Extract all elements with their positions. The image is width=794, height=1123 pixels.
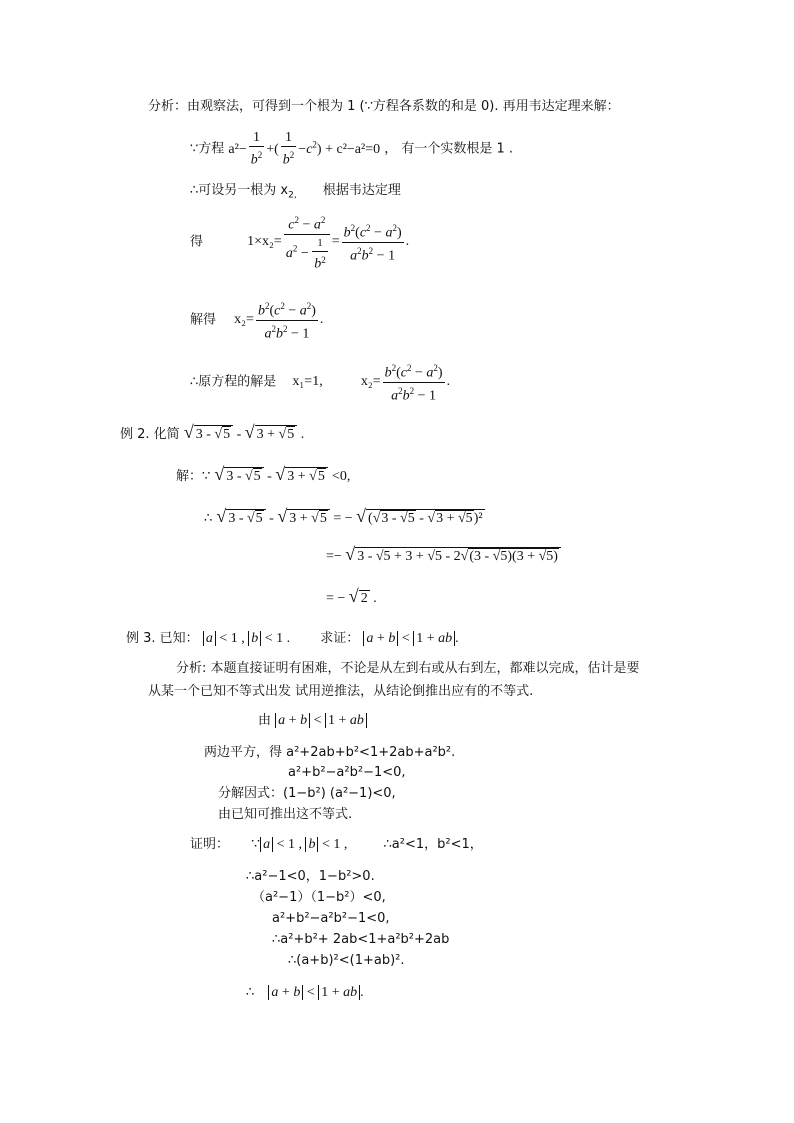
ex3-step3: 分解因式：(1−b²) (a²−1)<0, [218, 786, 396, 801]
ex1-vieta-line [190, 212, 409, 272]
ex1-equation-line [190, 130, 513, 170]
ex3-p5: ∴(a+b)²<(1+ab)². [288, 953, 405, 968]
ex1-equation: a²− $\frac{1}{b^2}$ +( $\frac{1}{b^2}$ $-c^2) + c^2-a^2=0$ [228, 130, 381, 168]
ex1-x2-final: x₂= $\frac{b^2(c^2 - a^2)}{a^2b^2 - 1}$ . [361, 374, 450, 389]
ex1-solve-line [190, 298, 323, 342]
ex3-proof-given: ∵ a < 1 , b < 1 , [251, 837, 348, 852]
ex2-step1 [204, 508, 485, 528]
ex3-p1: ∴a²−1<0，1−b²>0. [246, 869, 375, 884]
ex3-proof-tail: ∴a²<1，b²<1， [383, 837, 483, 852]
ex1-analysis: 分析：由观察法，可得到一个根为 1 (∵方程各系数的和是 0). 再用韦达定理来解： [148, 99, 620, 114]
ex3-step1: 两边平方，得 a²+2ab+b²<1+2ab+a²b². [204, 745, 456, 760]
ex2-sol-label: 解：∵ [176, 469, 211, 484]
ex2-lt0: <0, [331, 469, 351, 484]
ex1-x1: x₁=1, [292, 374, 323, 390]
ex2-sol-expr: √ 3 - √5 - √ 3 + √5 [214, 469, 327, 484]
ex2-title: 例 2. 化简 [120, 427, 180, 442]
ex3-p3: a²+b²−a²b²−1<0, [272, 911, 390, 926]
ex2-expression: √ 3 - √5 - √ 3 + √5 . [183, 422, 305, 442]
ex1-x2-expr: x₂= $\frac{b^2(c^2 - a^2)}{a^2b^2 - 1}$ . [234, 312, 323, 327]
ex2-step1-expr: √ 3 - √5 - √ 3 + √5 = − √ (√3 - √5 - √3 + √5)² [216, 506, 483, 526]
ex1-assume: ∴可设另一根为 x [190, 183, 289, 198]
ex3-title: 例 3. 已知： [126, 631, 199, 646]
ex1-eq-prefix: ∵方程 [190, 141, 225, 157]
ex1-de: 得 [190, 234, 204, 250]
ex1-assume-line: ∴可设另一根为 $x_{2,}$ 根据韦达定理 [190, 183, 401, 201]
ex3-from: 由 [258, 713, 272, 728]
ex3-step2: a²+b²−a²b²−1<0, [288, 765, 406, 780]
ex3-p2: （a²−1）（1−b²）<0, [252, 890, 386, 905]
ex3-proof-line [190, 836, 483, 854]
ex3-step4: 由已知可推出这不等式. [218, 807, 353, 822]
ex3-from-expr: a + b < 1 + ab [275, 713, 367, 728]
ex2-step2: =− √ 3 - √5 + 3 + √5 - 2√(3 - √5)(3 + √5) [326, 546, 561, 566]
ex2-title-line [120, 424, 304, 444]
ex1-solve-label: 解得 [190, 312, 217, 328]
ex3-proof-label: 证明： [190, 837, 230, 852]
ex3-from-line [258, 712, 367, 730]
ex1-roots-line [190, 360, 450, 404]
ex2-therefore: ∴ [204, 511, 213, 526]
ex1-assume2: 根据韦达定理 [322, 183, 401, 198]
ex1-vieta: 1×x₂= $c^2 - a^2$ $a^2$ − $\frac{1}{b^2}$ = $\frac{b^2(c^2 - a^2)}{a^2b^2 - 1}$ . [247, 234, 409, 249]
ex1-roots-label: ∴原方程的解是 [190, 374, 277, 390]
ex3-goal: a + b < 1 + ab . [363, 631, 458, 646]
ex3-p4: ∴a²+b²+ 2ab<1+a²b²+2ab [272, 932, 450, 947]
ex3-conclusion: ∴ [246, 985, 255, 1000]
ex3-analysis-2: 从某一个已知不等式出发 试用逆推法，从结论倒推出应有的不等式. [148, 684, 534, 699]
ex2-sol-line [176, 466, 350, 486]
ex3-title-line [126, 630, 459, 648]
ex3-conclusion-expr: a + b < 1 + ab . [268, 985, 363, 1000]
ex3-prove: 求证： [320, 631, 360, 646]
ex3-given: a < 1 , b < 1 . [203, 631, 290, 646]
ex3-analysis-1: 分析: 本题直接证明有困难，不论是从左到右或从右到左，都难以完成，估计是要 [176, 661, 640, 676]
ex2-step3: = − √ 2 . [326, 586, 377, 606]
ex3-conclusion-line [246, 984, 364, 1002]
ex1-eq-suffix: ， 有一个实数根是 1 . [384, 141, 514, 157]
